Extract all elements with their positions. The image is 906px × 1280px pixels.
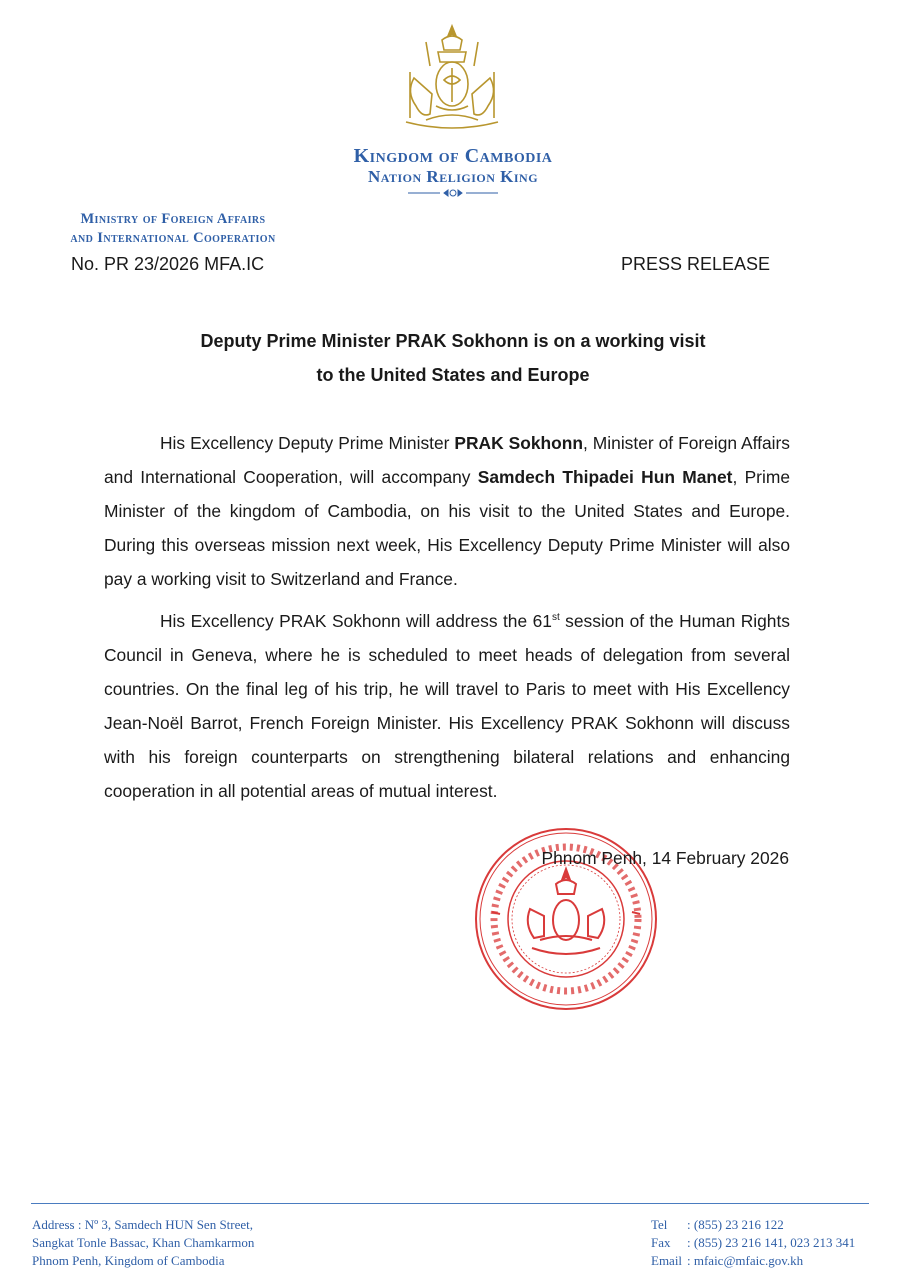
p1-text-a: His Excellency Deputy Prime Minister	[160, 433, 455, 453]
title-line-2: to the United States and Europe	[316, 365, 590, 385]
p1-text-e: , Prime Minister of the kingdom of Cambodia, on his visit to the United States and Europe. During this overseas mission next week, His Excellency Deputy Prime Minister will also pay a working visit to Switzerland and France.	[104, 467, 790, 589]
document-type-label: PRESS RELEASE	[620, 254, 770, 274]
tel-row	[651, 1216, 855, 1234]
footer-address	[32, 1216, 254, 1270]
reference-number: No. PR 23/2026 MFA.IC	[71, 254, 265, 274]
press-release-body	[104, 426, 790, 816]
paragraph-1	[104, 426, 790, 596]
fax-row	[651, 1234, 855, 1252]
p2-text-b: session of the Human Rights Council in Geneva, where he is scheduled to meet heads of delegation from several countries. On the final leg of his trip, he will travel to Paris to meet with His Excellency Jean-Noël Barrot, French Foreign Minister. His Excellency PRAK Sokhonn will discuss with his foreign counterparts on strengthening bilateral relations and enhancing cooperation in all potential areas of mutual interest.	[104, 611, 790, 801]
p1-name-bold: PRAK Sokhonn	[454, 433, 584, 453]
address-line-2: Sangkat Tonle Bassac, Khan Chamkarmon	[32, 1235, 255, 1250]
fax-label: Fax	[651, 1235, 671, 1250]
ornament-divider	[0, 188, 906, 200]
paragraph-2	[104, 604, 790, 808]
kingdom-heading: Kingdom of Cambodia	[353, 145, 553, 167]
place-and-date: Phnom Penh, 14 February 2026	[541, 848, 789, 868]
tel-value[interactable]: : (855) 23 216 122	[687, 1217, 784, 1232]
p1-text-c: , Minister of Foreign Affairs and International Cooperation, will accompany	[104, 433, 791, 487]
national-motto: Nation Religion King	[367, 167, 539, 186]
ministry-name	[28, 210, 318, 248]
fax-value: : (855) 23 216 141, 023 213 341	[687, 1235, 856, 1250]
address-line-3: Phnom Penh, Kingdom of Cambodia	[32, 1253, 225, 1268]
email-link[interactable]: : mfaic@mfaic.gov.kh	[687, 1253, 804, 1268]
address-line-1: Address : Nº 3, Samdech HUN Sen Street,	[32, 1217, 254, 1232]
press-release-title	[0, 324, 906, 392]
ministry-line-2: and International Cooperation	[70, 230, 276, 246]
p2-superscript: st	[551, 612, 560, 624]
footer-divider	[31, 1203, 869, 1204]
p1-pm-name-bold: Samdech Thipadei Hun Manet	[477, 467, 733, 487]
ministry-line-1: Ministry of Foreign Affairs	[80, 211, 266, 227]
footer-contact	[651, 1216, 855, 1270]
title-line-1: Deputy Prime Minister PRAK Sokhonn is on a working visit	[200, 331, 706, 351]
royal-coat-of-arms-emblem	[396, 22, 508, 136]
email-label: Email	[651, 1253, 683, 1268]
p2-text-a: His Excellency PRAK Sokhonn will address the 61	[160, 611, 552, 631]
email-row	[651, 1252, 855, 1270]
tel-label: Tel	[651, 1217, 668, 1232]
